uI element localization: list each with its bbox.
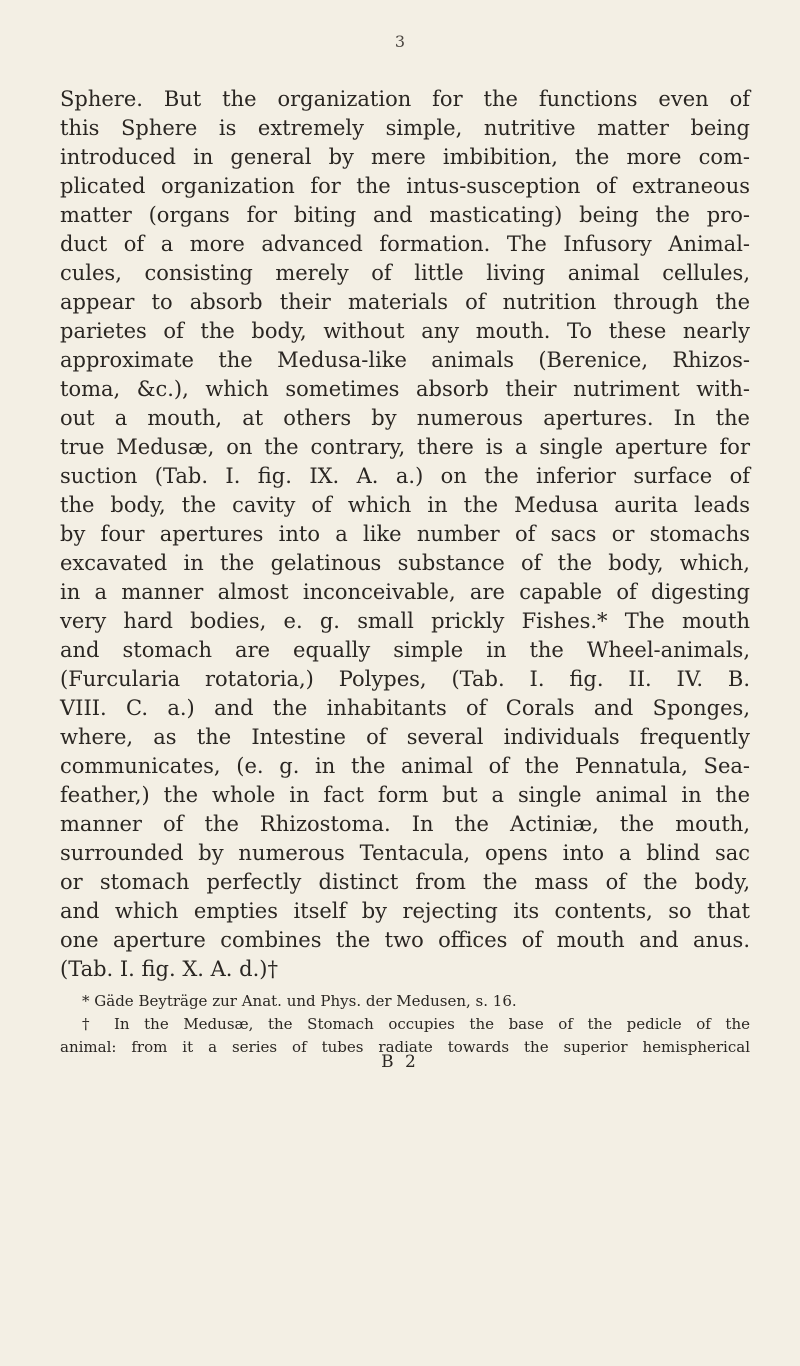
text-line: one aperture combines the two offices of mouth and anus.	[60, 928, 750, 952]
signature-mark: B 2	[381, 1052, 419, 1072]
text-line: surrounded by numerous Tentacula, opens into a blind sac	[60, 841, 750, 865]
text-line: Sphere. But the organization for the functions even of	[60, 87, 750, 111]
footnote-line: † In the Medusæ, the Stomach occupies the base of the pedicle of the	[82, 1015, 750, 1033]
text-line: cules, consisting merely of little living animal cellules,	[60, 261, 750, 285]
text-line: duct of a more advanced formation. The Infusory Animal-	[60, 232, 750, 256]
text-line: feather,) the whole in fact form but a single animal in the	[60, 783, 750, 807]
text-line: the body, the cavity of which in the Medusa aurita leads	[60, 493, 750, 517]
text-line: suction (Tab. I. fig. IX. A. a.) on the inferior surface of	[60, 464, 750, 488]
text-line: manner of the Rhizostoma. In the Actiniæ, the mouth,	[60, 812, 750, 836]
footnotes	[60, 990, 750, 1059]
text-line: this Sphere is extremely simple, nutritive matter being	[60, 116, 750, 140]
text-line: approximate the Medusa-like animals (Berenice, Rhizos-	[60, 348, 750, 372]
text-line: communicates, (e. g. in the animal of the Pennatula, Sea-	[60, 754, 750, 778]
text-line: matter (organs for biting and masticating) being the pro-	[60, 203, 750, 227]
body-paragraph	[60, 85, 750, 984]
text-line: and stomach are equally simple in the Wheel-animals,	[60, 638, 750, 662]
page-number: 3	[394, 32, 406, 51]
text-line: by four apertures into a like number of sacs or stomachs	[60, 522, 750, 546]
text-line: true Medusæ, on the contrary, there is a single aperture for	[60, 435, 750, 459]
text-line: VIII. C. a.) and the inhabitants of Corals and Sponges,	[60, 696, 750, 720]
footnote-line: * Gäde Beyträge zur Anat. und Phys. der Medusen, s. 16.	[82, 992, 517, 1010]
text-line: (Tab. I. fig. X. A. d.)†	[60, 957, 278, 981]
text-line: appear to absorb their materials of nutrition through the	[60, 290, 750, 314]
text-line: introduced in general by mere imbibition, the more com-	[60, 145, 750, 169]
text-line: out a mouth, at others by numerous apertures. In the	[60, 406, 750, 430]
text-line: toma, &c.), which sometimes absorb their nutriment with-	[60, 377, 750, 401]
footnote-line: animal: from it a series of tubes radiate towards the superior hemispherical	[60, 1038, 750, 1056]
text-line: parietes of the body, without any mouth. To these nearly	[60, 319, 750, 343]
text-line: excavated in the gelatinous substance of the body, which,	[60, 551, 750, 575]
text-line: in a manner almost inconceivable, are capable of digesting	[60, 580, 750, 604]
text-line: plicated organization for the intus-susception of extraneous	[60, 174, 750, 198]
text-line: very hard bodies, e. g. small prickly Fishes.* The mouth	[60, 609, 750, 633]
text-line: and which empties itself by rejecting its contents, so that	[60, 899, 750, 923]
page-text	[60, 85, 750, 1059]
text-line: where, as the Intestine of several individuals frequently	[60, 725, 750, 749]
text-line: (Furcularia rotatoria,) Polypes, (Tab. I. fig. II. IV. B.	[60, 667, 750, 691]
text-line: or stomach perfectly distinct from the mass of the body,	[60, 870, 750, 894]
